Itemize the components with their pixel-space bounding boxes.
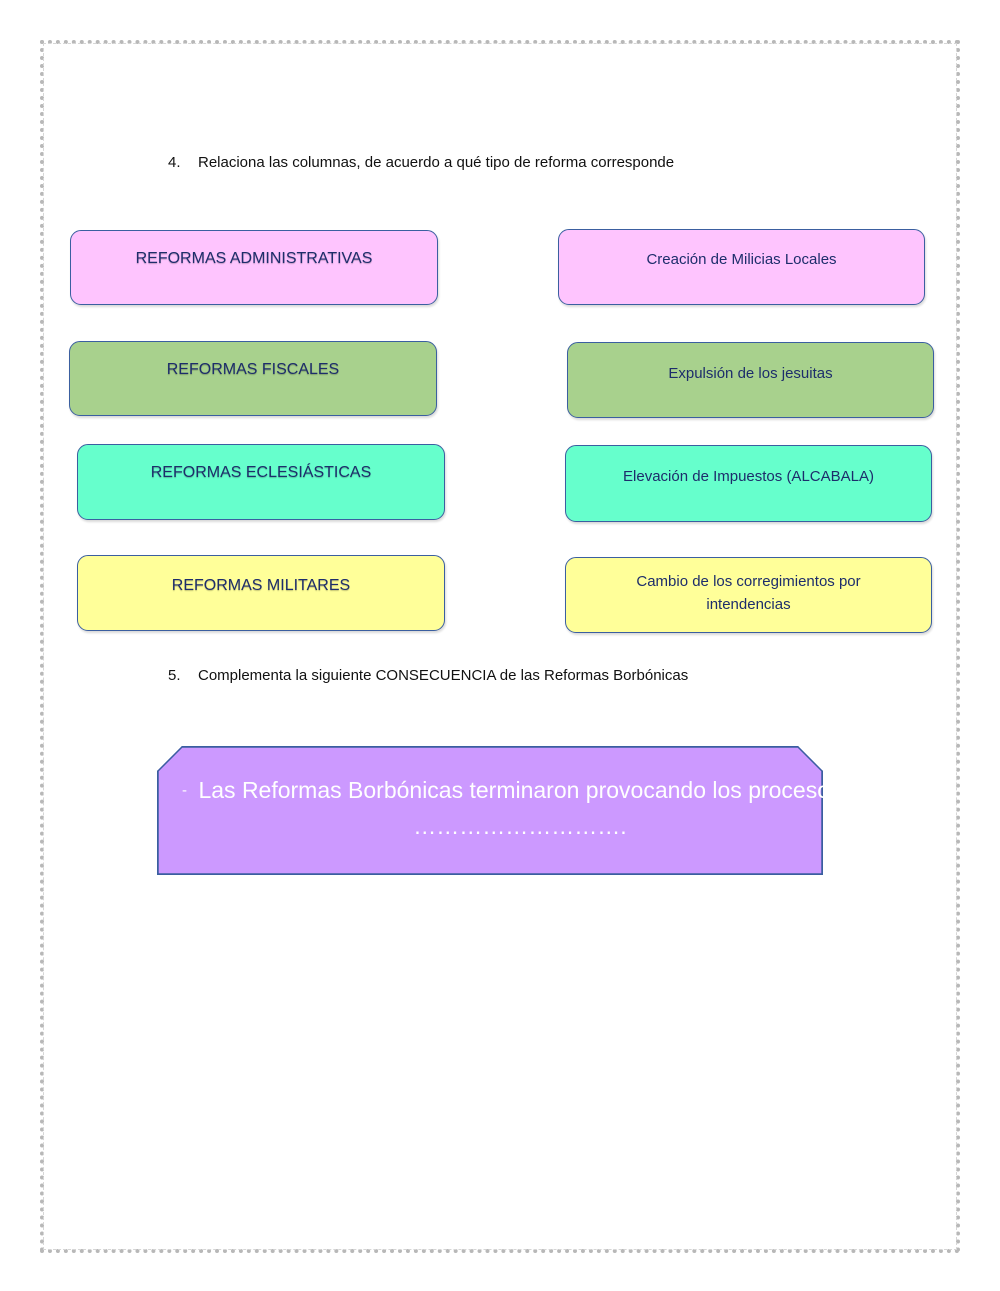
left-box-label: REFORMAS ECLESIÁSTICAS	[150, 464, 372, 481]
consequence-bullet: -	[182, 782, 187, 799]
question-4	[168, 154, 674, 171]
right-box-label: Cambio de los corregimientos por intendencias	[636, 573, 861, 613]
left-box-administrativas[interactable]	[70, 230, 438, 305]
page-border	[40, 40, 960, 1253]
left-box-label: REFORMAS ADMINISTRATIVAS	[135, 249, 373, 267]
right-box-impuestos[interactable]	[565, 445, 932, 522]
right-box-label: Creación de Milicias Locales	[646, 250, 837, 268]
left-box-fiscales[interactable]	[69, 341, 437, 416]
right-box-label: Expulsión de los jesuitas	[668, 364, 833, 382]
right-box-milicias[interactable]	[558, 229, 925, 305]
question-4-text: Relaciona las columnas, de acuerdo a qué tipo de reforma corresponde	[198, 154, 675, 171]
right-box-corregimientos[interactable]	[565, 557, 932, 633]
left-box-eclesiasticas[interactable]	[77, 444, 445, 520]
left-box-label: REFORMAS FISCALES	[166, 360, 340, 378]
question-5-number: 5.	[168, 667, 181, 684]
question-5	[168, 667, 688, 684]
right-box-jesuitas[interactable]	[567, 342, 934, 418]
left-box-label: REFORMAS MILITARES	[171, 577, 351, 594]
right-box-label: Elevación de Impuestos (ALCABALA)	[623, 468, 874, 485]
consequence-text: Las Reformas Borbónicas terminaron provocando los procesos ……………………….	[198, 777, 842, 839]
question-5-text: Complementa la siguiente CONSECUENCIA de las Reformas Borbónicas	[198, 667, 689, 684]
left-box-militares[interactable]	[77, 555, 445, 631]
question-4-number: 4.	[168, 154, 181, 171]
